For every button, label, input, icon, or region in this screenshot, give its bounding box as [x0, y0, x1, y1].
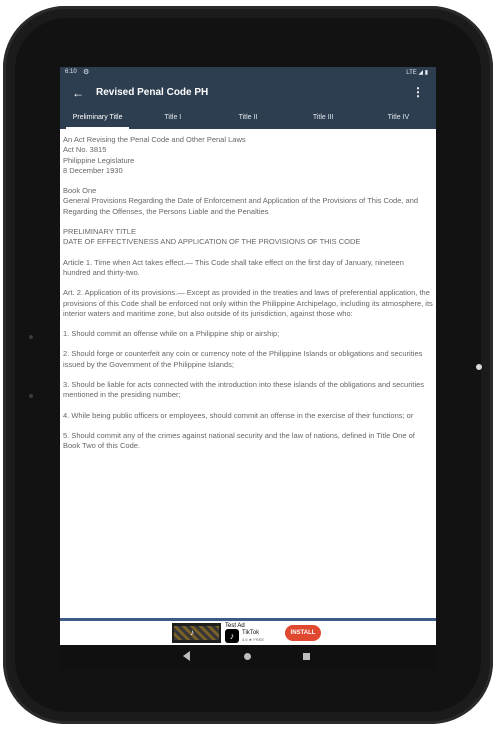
- article-2: Art. 2. Application of its provisions.— Except as provided in the treaties and laws of preferential application, the provisions of this Code shall be enforced not only within the Philippine Archipelago, including its atmosphere, its interior waters and maritime zone, but also outside of its jurisdiction, against those who:: [63, 288, 433, 318]
- list-item: 3. Should be liable for acts connected with the introduction into these islands of the obligations and securities mentioned in the presiding number;: [63, 380, 425, 400]
- tiktok-app-icon[interactable]: ♪: [225, 629, 239, 643]
- list-item: 5. Should commit any of the crimes against national security and the law of nations, defined in Title One of Book Two of this Code.: [63, 430, 415, 451]
- book-description: General Provisions Regarding the Date of Enforcement and Application of the Provisions of This Code, and Regarding the Offenses, the Persons Liable and the Penalties: [63, 196, 419, 216]
- header-line: Philippine Legislature: [63, 155, 135, 165]
- list-item: 2. Should forge or counterfeit any coin or currency note of the Philippine Islands or obligations and securities issued by the Government of the Philippine Islands;: [63, 349, 423, 369]
- sensor-dot: [29, 335, 33, 339]
- app-title: Revised Penal Code PH: [96, 87, 209, 98]
- tab-title-iii[interactable]: Title III: [312, 114, 334, 121]
- tiktok-logo-icon: ♪: [190, 628, 194, 637]
- law-text-content[interactable]: [63, 135, 433, 462]
- nav-home-icon[interactable]: [244, 653, 251, 660]
- list-item: 4. While being public officers or employees, should commit an offense in the exercise of their functions; or: [63, 410, 414, 420]
- system-nav-bar: [60, 645, 436, 669]
- tab-title-i[interactable]: Title I: [164, 114, 182, 121]
- header-line: An Act Revising the Penal Code and Other Penal Laws: [63, 135, 246, 144]
- settings-gear-icon: ⚙: [83, 69, 90, 76]
- tab-preliminary-title[interactable]: Preliminary Title: [60, 109, 135, 129]
- nav-recents-icon[interactable]: [303, 653, 310, 660]
- signal-battery-icon: LTE ◢ ▮: [406, 70, 428, 76]
- header-line: Act No. 3815: [63, 145, 107, 155]
- header-line: 8 December 1930: [63, 165, 123, 175]
- ad-image[interactable]: [172, 623, 221, 643]
- article-1: Article 1. Time when Act takes effect.— This Code shall take effect on the first day of January, nineteen hundred and thirty-two.: [63, 257, 404, 277]
- status-time: 6:10: [65, 69, 77, 75]
- screen: [60, 67, 436, 669]
- install-button[interactable]: INSTALL: [285, 625, 321, 641]
- preliminary-title-heading: PRELIMINARY TITLE: [63, 227, 136, 237]
- tab-title-ii[interactable]: Title II: [238, 114, 258, 121]
- status-bar: [60, 67, 436, 79]
- test-ad-label: Test Ad: [225, 623, 245, 629]
- ad-banner[interactable]: [60, 621, 436, 645]
- tab-title-iv[interactable]: Title IV: [387, 114, 410, 121]
- list-item: 1. Should commit an offense while on a Philippine ship or airship;: [63, 329, 280, 339]
- overflow-menu-icon[interactable]: ⋮: [412, 85, 424, 99]
- app-toolbar: [60, 79, 436, 109]
- ad-rating: 4.5 ★ FREE: [242, 637, 265, 642]
- tab-bar: [60, 109, 436, 129]
- back-arrow-icon[interactable]: ←: [72, 86, 84, 100]
- nav-back-icon[interactable]: [183, 651, 190, 661]
- sensor-dot: [29, 394, 33, 398]
- preliminary-title-subtitle: DATE OF EFFECTIVENESS AND APPLICATION OF THE PROVISIONS OF THIS CODE: [63, 237, 361, 247]
- camera-icon: [476, 364, 482, 370]
- ad-app-name: TikTok: [242, 630, 260, 636]
- ad-content[interactable]: [172, 623, 324, 643]
- book-heading: Book One: [63, 186, 97, 196]
